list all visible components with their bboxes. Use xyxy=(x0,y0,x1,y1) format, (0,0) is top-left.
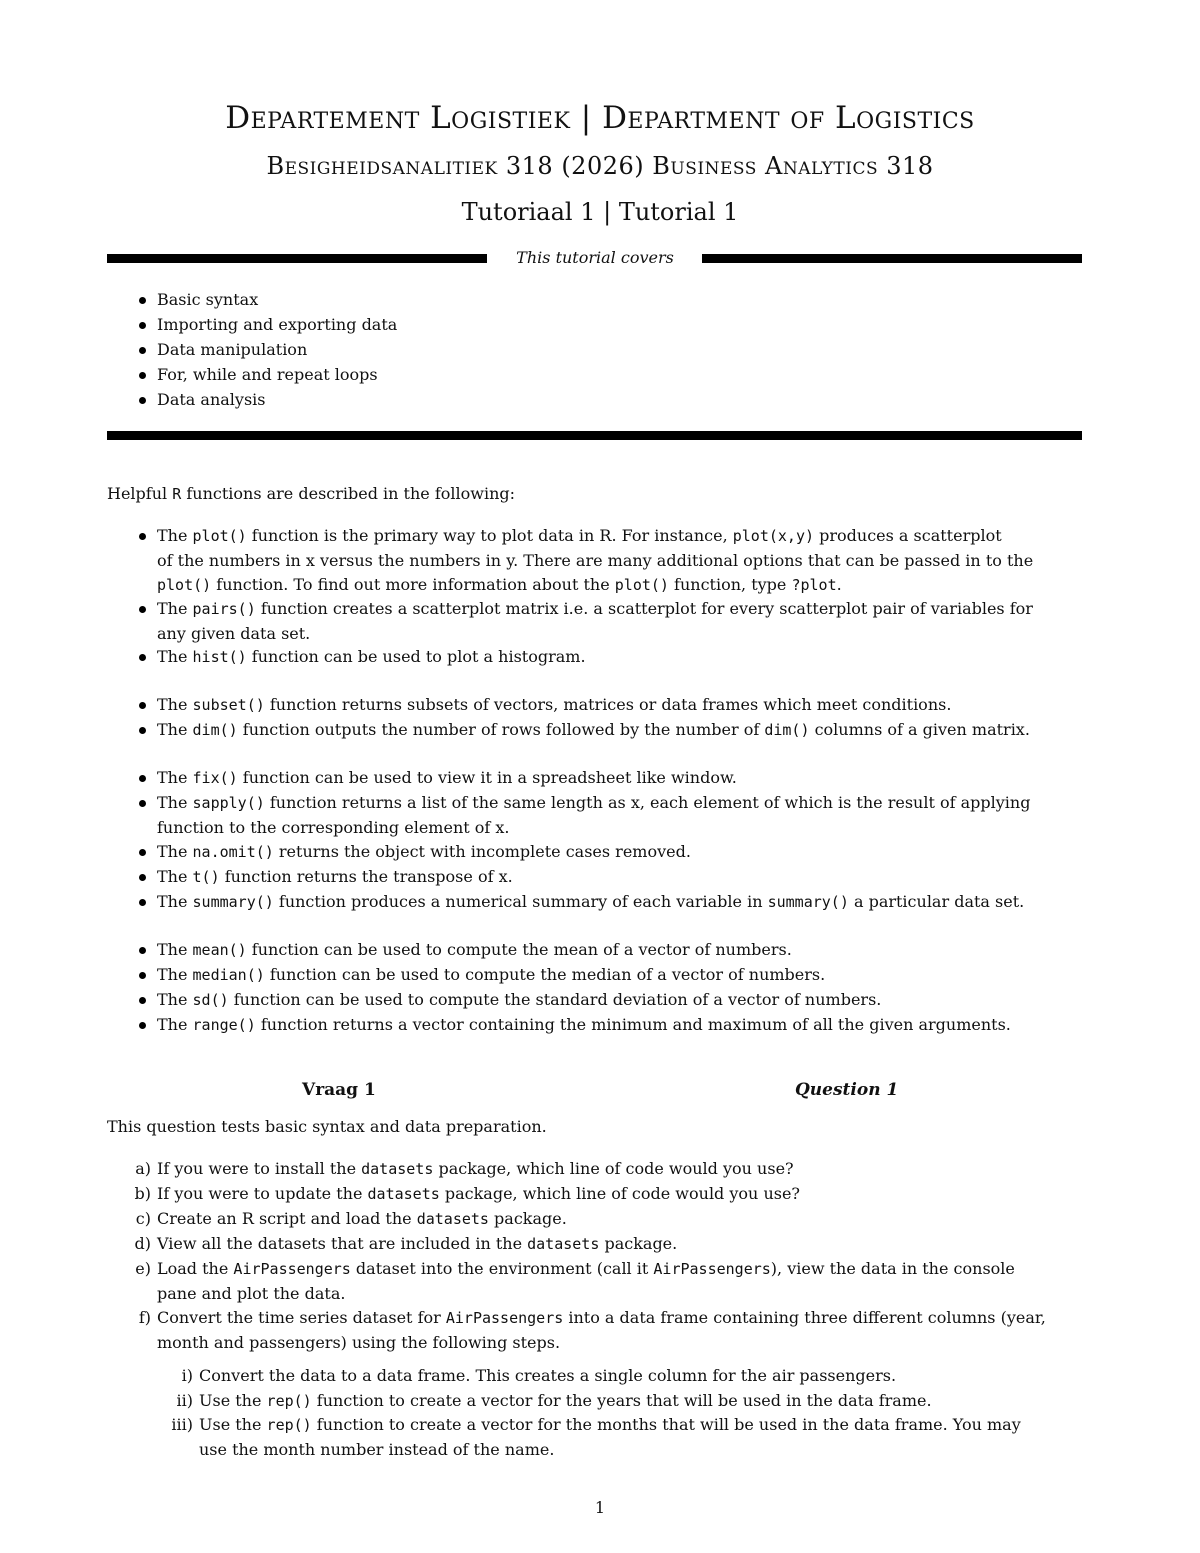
code-token: range() xyxy=(192,1016,256,1034)
code-token: dim() xyxy=(192,721,238,739)
helpful-intro: Helpful R functions are described in the following: xyxy=(107,484,516,503)
code-token: mean() xyxy=(192,941,247,959)
text-span: function can be used to plot a histogram. xyxy=(246,647,586,666)
code-token: sd() xyxy=(192,991,229,1009)
code-token: AirPassengers xyxy=(233,1260,351,1278)
covers-rule-left xyxy=(107,254,487,263)
question-heading-afrikaans: Vraag 1 xyxy=(302,1080,376,1100)
text-span: function. To find out more information about the xyxy=(211,575,615,594)
code-token: subset() xyxy=(192,696,265,714)
text-span: The xyxy=(157,892,193,911)
text-span: of the numbers in x versus the numbers in y. There are many additional options that can be passed in to the xyxy=(157,550,1034,570)
covers-label: This tutorial covers xyxy=(516,248,674,267)
text-line xyxy=(157,693,951,717)
code-token: ?plot xyxy=(791,576,837,594)
text-span: function to create a vector for the months that will be used in the data frame. You may xyxy=(311,1415,1021,1434)
code-token: t() xyxy=(192,868,220,886)
text-line xyxy=(157,1157,794,1181)
text-span: Use the xyxy=(199,1415,267,1434)
question-intro: This question tests basic syntax and data preparation. xyxy=(107,1117,547,1136)
covers-rule-bottom xyxy=(107,431,1082,440)
covers-rule-right xyxy=(702,254,1082,263)
text-span: The xyxy=(157,842,193,861)
text-span: Load the xyxy=(157,1259,234,1278)
bullet-icon xyxy=(139,947,146,954)
text-line xyxy=(199,1438,554,1462)
text-span: Convert the data to a data frame. This creates a single column for the air passengers. xyxy=(199,1366,897,1385)
code-token: datasets xyxy=(361,1160,434,1178)
text-span: . xyxy=(836,575,842,594)
tutorial-title: Tutoriaal 1 | Tutorial 1 xyxy=(461,198,739,226)
code-token: hist() xyxy=(192,648,247,666)
text-span: into a data frame containing three different columns (year, xyxy=(563,1308,1046,1327)
text-line xyxy=(157,791,1030,815)
code-token: rep() xyxy=(266,1416,312,1434)
text-span: use the month number instead of the name. xyxy=(199,1439,555,1459)
bullet-icon xyxy=(139,297,146,304)
r-language-name: R xyxy=(172,485,182,503)
text-span: If you were to install the xyxy=(157,1159,362,1178)
text-span: The xyxy=(157,940,193,959)
text-span: If you were to update the xyxy=(157,1184,368,1203)
bullet-icon xyxy=(139,899,146,906)
text-line xyxy=(157,890,1024,914)
question-heading-english: Question 1 xyxy=(795,1080,899,1100)
text-line xyxy=(157,840,691,864)
text-span: The xyxy=(157,599,193,618)
text-line xyxy=(157,622,310,646)
code-token: fix() xyxy=(192,769,238,787)
text-line xyxy=(157,549,1033,573)
text-line xyxy=(157,573,842,597)
text-span: function can be used to view it in a spreadsheet like window. xyxy=(237,768,737,787)
text-line xyxy=(157,938,792,962)
bullet-icon xyxy=(139,347,146,354)
text-span: Create an R script and load the xyxy=(157,1209,417,1228)
covers-item: Basic syntax xyxy=(157,288,258,312)
text-line xyxy=(157,988,881,1012)
bullet-icon xyxy=(139,849,146,856)
covers-item: For, while and repeat loops xyxy=(157,363,378,387)
text-span: columns of a given matrix. xyxy=(809,720,1030,739)
bullet-icon xyxy=(139,1022,146,1029)
page-number: 1 xyxy=(594,1498,606,1517)
code-token: dim() xyxy=(764,721,810,739)
text-line xyxy=(157,1331,560,1355)
part-label: a) xyxy=(135,1159,151,1178)
code-token: plot() xyxy=(157,576,212,594)
text-span: The xyxy=(157,526,193,545)
text-span: Convert the time series dataset for xyxy=(157,1308,446,1327)
text-span: package, which line of code would you use? xyxy=(439,1184,801,1203)
text-line xyxy=(199,1389,932,1413)
subpart-label: iii) xyxy=(171,1415,193,1434)
text-span: returns the object with incomplete cases removed. xyxy=(273,842,691,861)
text-span: package. xyxy=(599,1234,678,1253)
code-token: pairs() xyxy=(192,600,256,618)
code-token: datasets xyxy=(416,1210,489,1228)
text-span: The xyxy=(157,965,193,984)
text-line xyxy=(157,1207,567,1231)
part-label: b) xyxy=(134,1184,151,1203)
text-span: The xyxy=(157,768,193,787)
text-line xyxy=(157,718,1030,742)
text-span: function returns the transpose of x. xyxy=(219,867,513,886)
text-span: function returns a list of the same length as x, each element of which is the result of applying xyxy=(264,793,1031,812)
covers-item: Importing and exporting data xyxy=(157,313,397,337)
code-token: AirPassengers xyxy=(445,1309,564,1327)
department-title: Departement Logistiek | Department of Logistics xyxy=(225,100,975,136)
text-line xyxy=(157,1257,1015,1281)
bullet-icon xyxy=(139,702,146,709)
bullet-icon xyxy=(139,533,146,540)
bullet-icon xyxy=(139,372,146,379)
part-label: f) xyxy=(138,1308,151,1327)
bullet-icon xyxy=(139,397,146,404)
text-span: function to create a vector for the years that will be used in the data frame. xyxy=(311,1391,932,1410)
text-span: The xyxy=(157,867,193,886)
text-line xyxy=(157,816,510,840)
text-line xyxy=(157,645,586,669)
text-line xyxy=(157,766,737,790)
code-token: rep() xyxy=(266,1392,312,1410)
text-span: dataset into the environment (call it xyxy=(350,1259,654,1278)
code-token: median() xyxy=(192,966,265,984)
code-token: plot(x,y) xyxy=(732,527,815,545)
text-span: package. xyxy=(488,1209,567,1228)
text-line xyxy=(157,524,1002,548)
code-token: datasets xyxy=(367,1185,440,1203)
text-span: function can be used to compute the median of a vector of numbers. xyxy=(264,965,826,984)
text-span: function can be used to compute the standard deviation of a vector of numbers. xyxy=(228,990,882,1009)
code-token: summary() xyxy=(192,893,274,911)
code-token: sapply() xyxy=(192,794,265,812)
text-span: any given data set. xyxy=(157,623,311,643)
text-span: The xyxy=(157,990,193,1009)
text-span: function to the corresponding element of x. xyxy=(157,817,510,837)
text-line xyxy=(157,597,1033,621)
text-span: function returns subsets of vectors, matrices or data frames which meet conditions. xyxy=(264,695,952,714)
text-span: The xyxy=(157,1015,193,1034)
bullet-icon xyxy=(139,997,146,1004)
part-label: d) xyxy=(134,1234,151,1253)
code-token: datasets xyxy=(527,1235,600,1253)
covers-item: Data analysis xyxy=(157,388,266,412)
text-span: ), view the data in the console xyxy=(770,1259,1015,1278)
text-line xyxy=(157,1282,345,1306)
code-token: AirPassengers xyxy=(653,1260,771,1278)
bullet-icon xyxy=(139,654,146,661)
code-token: summary() xyxy=(767,893,849,911)
text-line xyxy=(199,1364,896,1388)
text-span: The xyxy=(157,647,193,666)
text-line xyxy=(157,865,513,889)
text-span: pane and plot the data. xyxy=(157,1283,346,1303)
text-span: function can be used to compute the mean of a vector of numbers. xyxy=(246,940,792,959)
text-span: function, type xyxy=(668,575,792,594)
bullet-icon xyxy=(139,606,146,613)
code-token: plot() xyxy=(614,576,669,594)
text-span: function outputs the number of rows followed by the number of xyxy=(237,720,765,739)
bullet-icon xyxy=(139,874,146,881)
text-span: The xyxy=(157,720,193,739)
text-span: function returns a vector containing the minimum and maximum of all the given arguments. xyxy=(255,1015,1011,1034)
bullet-icon xyxy=(139,800,146,807)
text-line xyxy=(157,1306,1046,1330)
text-span: function produces a numerical summary of each variable in xyxy=(273,892,768,911)
part-label: e) xyxy=(135,1259,151,1278)
subpart-label: i) xyxy=(181,1366,193,1385)
code-token: na.omit() xyxy=(192,843,274,861)
text-span: function creates a scatterplot matrix i.e. a scatterplot for every scatterplot pair of variables for xyxy=(255,599,1033,618)
bullet-icon xyxy=(139,322,146,329)
text-line xyxy=(199,1413,1021,1437)
course-title: Besigheidsanalitiek 318 (2026) Business Analytics 318 xyxy=(266,152,934,180)
bullet-icon xyxy=(139,727,146,734)
text-line xyxy=(157,1013,1011,1037)
bullet-icon xyxy=(139,775,146,782)
text-span: Use the xyxy=(199,1391,267,1410)
text-line xyxy=(157,963,825,987)
part-label: c) xyxy=(135,1209,151,1228)
text-span: View all the datasets that are included in the xyxy=(157,1234,528,1253)
text-line xyxy=(157,1182,800,1206)
covers-item: Data manipulation xyxy=(157,338,307,362)
text-span: package, which line of code would you use? xyxy=(433,1159,794,1178)
code-token: plot() xyxy=(192,527,247,545)
text-span: month and passengers) using the following steps. xyxy=(157,1332,561,1352)
text-span: a particular data set. xyxy=(848,892,1025,911)
text-span: The xyxy=(157,695,193,714)
subpart-label: ii) xyxy=(176,1391,193,1410)
text-span: produces a scatterplot xyxy=(814,526,1002,545)
text-span: function is the primary way to plot data in R. For instance, xyxy=(246,526,733,545)
text-span: The xyxy=(157,793,193,812)
bullet-icon xyxy=(139,972,146,979)
text-line xyxy=(157,1232,677,1256)
